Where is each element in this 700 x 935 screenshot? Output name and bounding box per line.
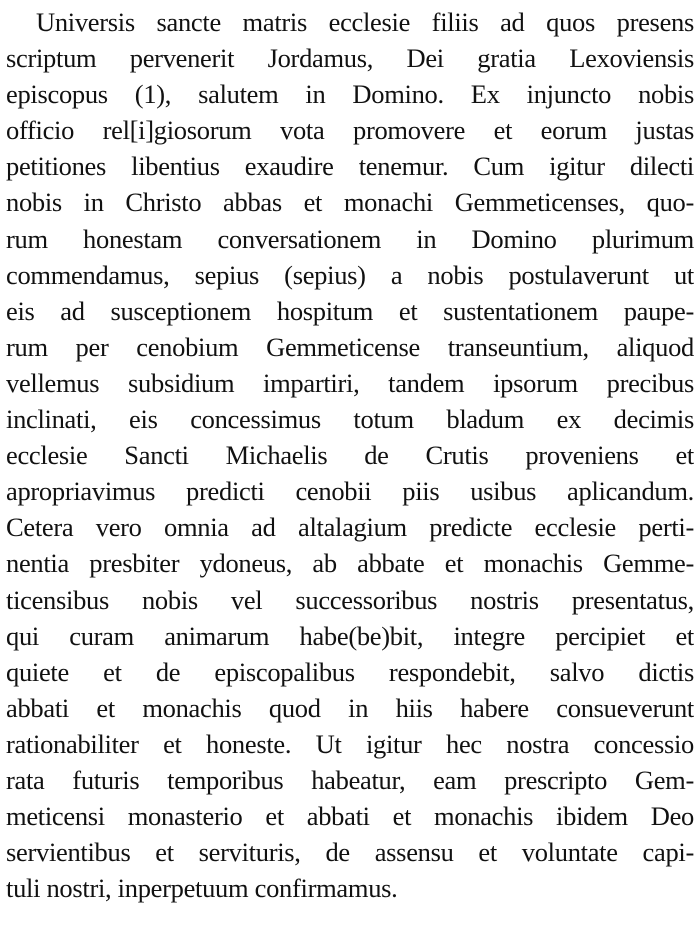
text-line: rata futuris temporibus habeatur, eam prescripto Gem- (6, 764, 694, 795)
text-line: qui curam animarum habe(be)bit, integre percipiet et (6, 620, 694, 651)
text-line: officio rel[i]giosorum vota promovere et eorum justas (6, 115, 694, 146)
text-line: episcopus (1), salutem in Domino. Ex injuncto nobis (6, 79, 694, 110)
text-line: rum honestam conversationem in Domino plurimum (6, 223, 694, 254)
text-line: meticensi monasterio et abbati et monachis ibidem Deo (6, 801, 694, 832)
text-line: commendamus, sepius (sepius) a nobis postulaverunt ut (6, 259, 694, 290)
text-line: abbati et monachis quod in hiis habere consueverunt (6, 692, 694, 723)
text-line: ecclesie Sancti Michaelis de Crutis proveniens et (6, 440, 694, 471)
charter-text (6, 4, 694, 906)
text-line: petitiones libentius exaudire tenemur. Cum igitur dilecti (6, 151, 694, 182)
text-line: Universis sancte matris ecclesie filiis ad quos presens (36, 7, 694, 37)
text-line: eis ad susceptionem hospitum et sustentationem paupe- (6, 295, 694, 326)
text-line: rum per cenobium Gemmeticense transeuntium, aliquod (6, 331, 694, 362)
text-line: ticensibus nobis vel successoribus nostris presentatus, (6, 584, 694, 615)
text-line: nobis in Christo abbas et monachi Gemmeticenses, quo- (6, 187, 694, 218)
text-line: apropriavimus predicti cenobii piis usibus aplicandum. (6, 476, 694, 507)
text-line: scriptum pervenerit Jordamus, Dei gratia Lexoviensis (6, 43, 694, 74)
text-line: quiete et de episcopalibus respondebit, salvo dictis (6, 656, 694, 687)
text-line: tuli nostri, inperpetuum confirmamus. (6, 873, 398, 904)
text-line: inclinati, eis concessimus totum bladum ex decimis (6, 404, 694, 435)
text-line: rationabiliter et honeste. Ut igitur hec nostra concessio (6, 728, 694, 759)
text-line: servientibus et servituris, de assensu et voluntate capi- (6, 837, 694, 868)
text-line: nentia presbiter ydoneus, ab abbate et monachis Gemme- (6, 548, 694, 579)
text-line: vellemus subsidium impartiri, tandem ipsorum precibus (6, 367, 694, 398)
text-line: Cetera vero omnia ad altalagium predicte ecclesie perti- (6, 512, 694, 543)
